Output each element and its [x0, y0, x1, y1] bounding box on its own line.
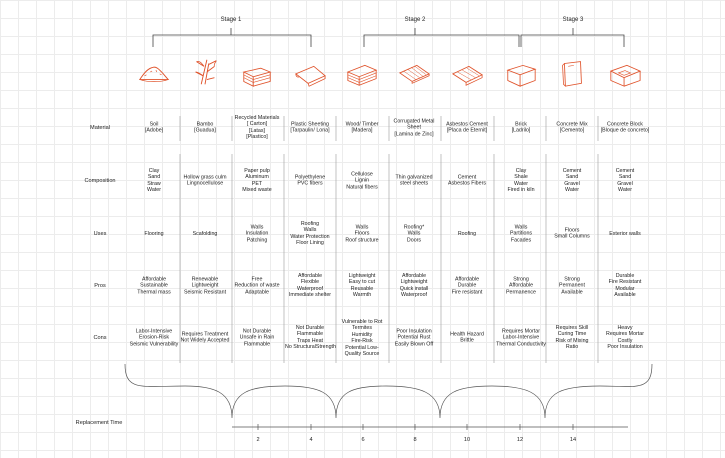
cell-uses: Flooring [144, 230, 164, 237]
cell-uses: Roofing [457, 230, 477, 237]
row-label-material: Material [90, 125, 110, 131]
cell-composition: Cement Sand Gravel Water [615, 168, 635, 194]
cell-cons: Requires Skill Curing Time Risk of Mixing Ratio [555, 325, 589, 351]
stage-bracket [364, 35, 519, 47]
brick-icon [503, 55, 539, 89]
soil-mound-icon [136, 55, 172, 89]
cell-pros: Renewable Lightweight Seismic Resistant [183, 276, 227, 296]
stage-bracket [153, 35, 311, 47]
replacement-tick-label: 8 [413, 437, 417, 443]
stage-label: Stage 2 [404, 17, 426, 23]
stage-bracket [521, 35, 624, 47]
row-label-composition: Composition [84, 178, 116, 184]
row-label-uses: Uses [93, 231, 107, 237]
replacement-tick-label: 4 [309, 437, 313, 443]
replacement-tick-label: 2 [256, 437, 260, 443]
timber-planks-icon [344, 55, 380, 89]
cell-pros: Durable Fire Resistant Modular Available [608, 273, 642, 299]
cell-pros: Affordable Flexible Waterproof Immediate shelter [288, 273, 332, 299]
bamboo-plant-icon [187, 55, 223, 89]
cell-material: Soil [Adobe] [144, 121, 164, 134]
cell-uses: Scafolding [192, 230, 218, 237]
cell-cons: Not Durable Unsafe in Rain Flammable [239, 328, 275, 348]
replacement-tick-label: 6 [361, 437, 365, 443]
cell-cons: Vulnerable to Rot Termites Humidity Fire-Risk Potential Low- Quality Source [341, 318, 383, 357]
recycled-stack-icon [239, 55, 275, 89]
cell-pros: Affordable Lightweight Quick install Waterproof [399, 273, 429, 299]
cell-uses: Roofing* Walls Doors [403, 224, 425, 244]
cell-material: Brick [Ladrilo] [511, 121, 531, 134]
replacement-tick-label: 12 [516, 437, 524, 443]
cell-pros: Free Reduction of waste Adaptable [234, 276, 280, 296]
stage-label: Stage 1 [220, 17, 242, 23]
cell-composition: Clay Sand Straw Water [147, 168, 161, 194]
row-label-cons: Cons [93, 335, 107, 341]
row-label-pros: Pros [94, 283, 106, 289]
cell-composition: Polyethylene PVC fibers [294, 174, 326, 187]
timeline-brace [125, 364, 652, 418]
cell-material: Plastic Sheeting [Tarpaulin/ Lona] [290, 121, 330, 134]
asbestos-sheet-icon [449, 55, 485, 89]
cell-uses: Walls Floors Roof structure [345, 224, 379, 244]
cell-cons: Not Durable Flammable Traps Heat No StructuralStrength [285, 325, 336, 351]
stage-label: Stage 3 [562, 17, 584, 23]
cell-composition: Cellulose Lignin Natural fibers [346, 171, 378, 191]
cell-uses: Roofing Walls Water Protection Floor Lining [290, 221, 330, 247]
cell-pros: Lightweight Easy to cut Reusable Warmth [348, 273, 376, 299]
cell-material: Concrete Block [Bloque de concreto] [600, 121, 650, 134]
cell-pros: Strong Affordable Permanence [505, 276, 537, 296]
replacement-tick-label: 10 [463, 437, 471, 443]
cell-material: Wood/ Timber [Madera] [345, 121, 379, 134]
cell-material: Corrugated Metal Sheet [Lamina de Zinc] [393, 118, 435, 138]
concrete-block-icon [607, 55, 643, 89]
cell-material: Concrete Mix [Cemento] [556, 121, 588, 134]
cell-composition: Cement Asbestos Fibers [448, 174, 486, 187]
cell-cons: Health Hazard Brittle [450, 331, 484, 344]
cement-bag-icon [554, 55, 590, 89]
replacement-tick-label: 14 [569, 437, 577, 443]
cell-pros: Affordable Sustainable Thermal mass [137, 276, 171, 296]
cell-cons: Labor-Intensive Erosion-Risk Seismic Vulnerability [129, 328, 179, 348]
cell-cons: Requires Treatment Not Widely Accepted [180, 331, 230, 344]
plastic-sheet-icon [292, 55, 328, 89]
cell-material: Recycled Materials [ Carton] [Latas] [Plastico] [234, 115, 280, 141]
cell-material: Asbestos Cement [Placa de Eternit] [446, 121, 488, 134]
corrugated-sheet-icon [396, 55, 432, 89]
cell-composition: Thin galvanized steel sheets [395, 174, 433, 187]
cell-cons: Heavy Requires Mortar Costly Poor Insulation [606, 325, 644, 351]
cell-uses: Exterior walls [609, 230, 641, 237]
cell-uses: Walls Insulation Patching [245, 224, 269, 244]
cell-composition: Clay Shale Water Fired in kiln [507, 168, 535, 194]
cell-uses: Walls Partitions Facades [509, 224, 533, 244]
cell-composition: Cement Sand Gravel Water [562, 168, 582, 194]
cell-material: Bambo [Guadua] [194, 121, 216, 134]
cell-uses: Floors Small Columns [554, 227, 590, 240]
cell-cons: Requires Mortar Labor-Intensive Thermal Conductivity [496, 328, 546, 348]
cell-composition: Paper pulp Aluminum PET Mixed waste [242, 168, 272, 194]
replacement-time-label: Replacement Time [75, 420, 123, 426]
cell-cons: Poor Insulation Potential Rust Easily Blown Off [394, 328, 434, 348]
cell-pros: Strong Permanent Available [559, 276, 585, 296]
cell-pros: Affordable Durable Fire resistant [451, 276, 483, 296]
cell-composition: Hollow grass culm Lingnocellulose [183, 174, 227, 187]
